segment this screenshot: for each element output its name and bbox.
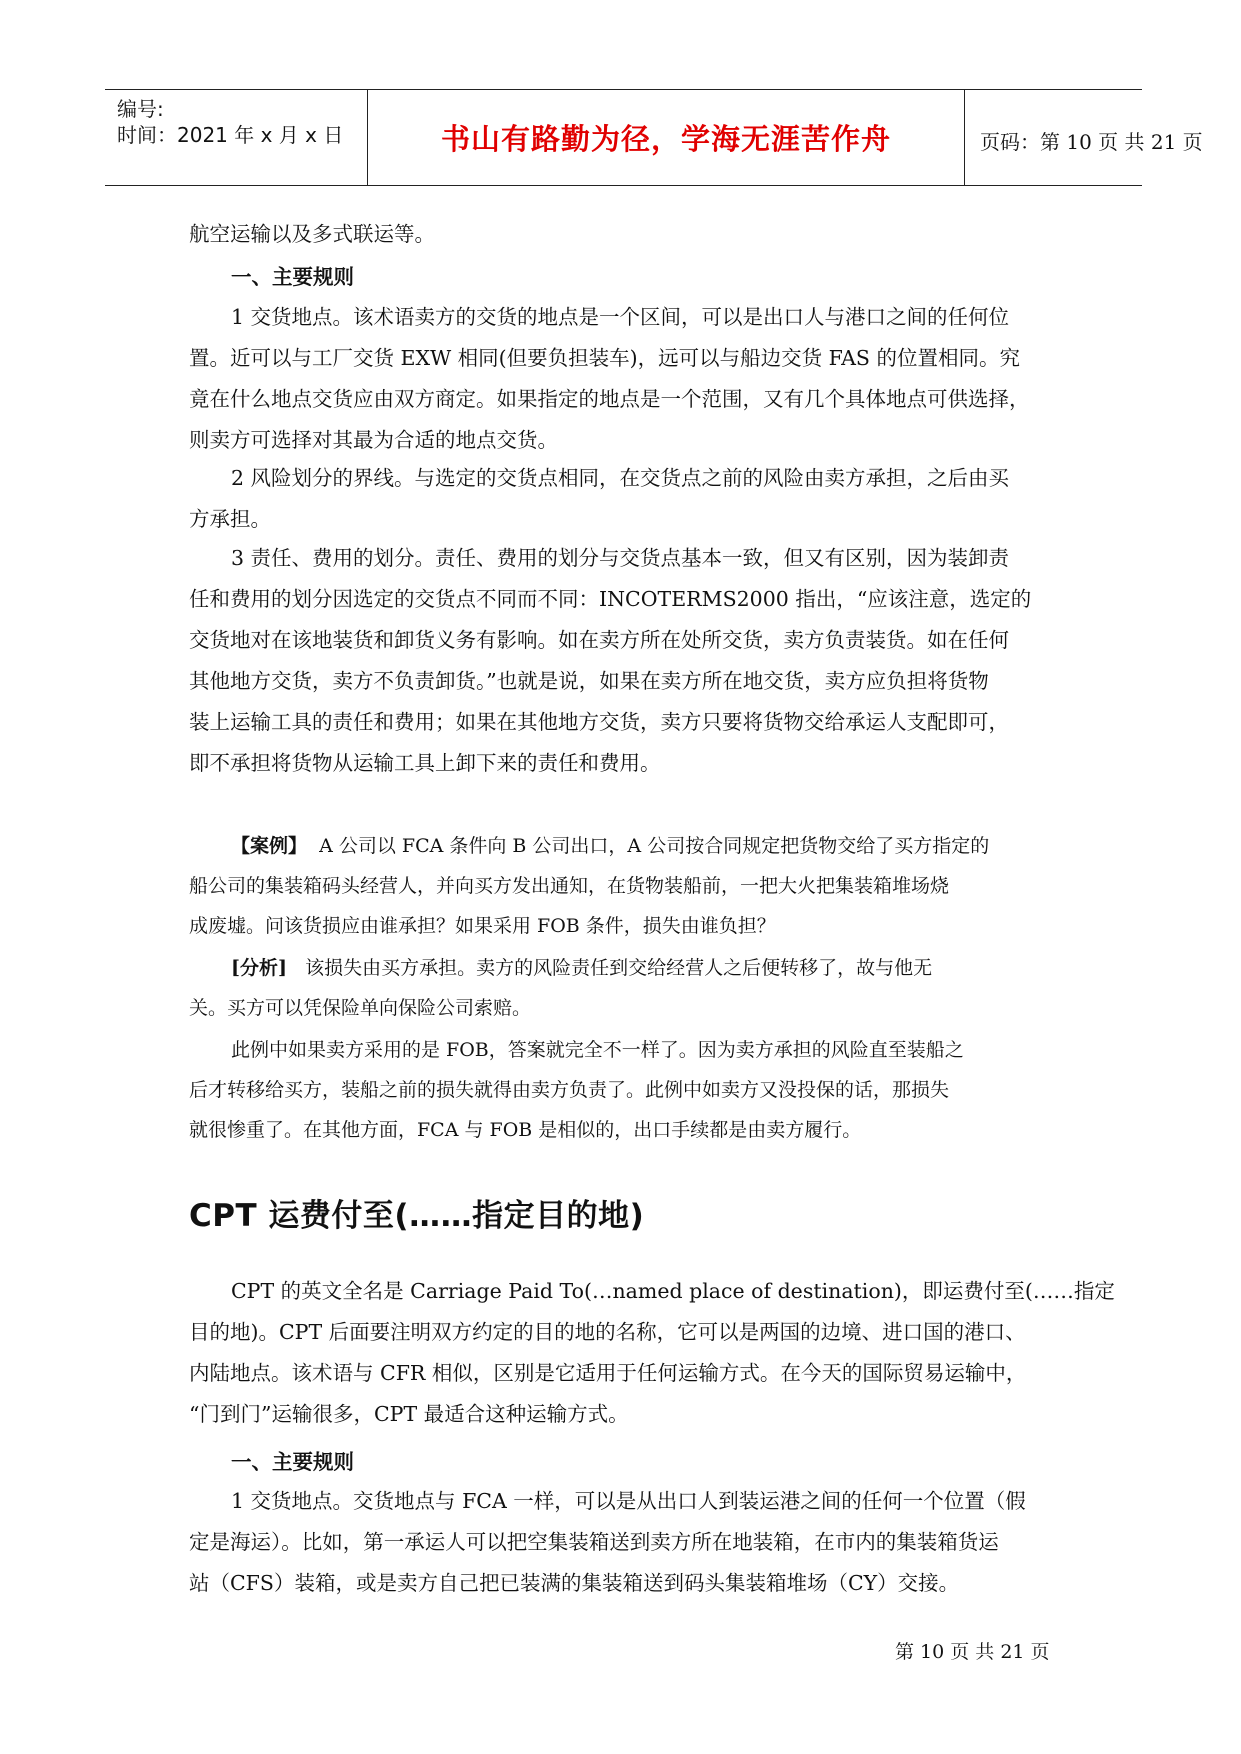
rules-heading: 一、主要规则 <box>231 1450 354 1474</box>
header-motto: 书山有路勤为径，学海无涯苦作舟 <box>440 122 891 156</box>
text-line: 交货地对在该地装货和卸货义务有影响。如在卖方所在处所交货，卖方负责装货。如在任何 <box>189 628 1009 652</box>
text-line: 方承担。 <box>189 507 271 531</box>
section-title: CPT 运费付至(……指定目的地) <box>189 1198 645 1234</box>
header-page-label: 页码：第 10 页 共 21 页 <box>980 130 1203 154</box>
text-line: 关。买方可以凭保险单向保险公司索赔。 <box>189 997 532 1019</box>
analysis-paragraph <box>189 948 1059 1028</box>
rule-3-paragraph <box>189 538 1059 784</box>
text-line: 则卖方可选择对其最为合适的地点交货。 <box>189 428 558 452</box>
header-right-cell <box>966 90 1203 185</box>
text-line <box>189 948 1059 988</box>
rules-heading: 一、主要规则 <box>231 265 354 289</box>
text-line: 装上运输工具的责任和费用；如果在其他地方交货，卖方只要将货物交给承运人支配即可， <box>189 710 1009 734</box>
text-line: 置。近可以与工厂交货 EXW 相同(但要负担装车)，远可以与船边交货 FAS 的位置相同。究 <box>189 346 1020 370</box>
text-line: 此例中如果卖方采用的是 FOB，答案就完全不一样了。因为卖方承担的风险直至装船之 <box>231 1039 964 1061</box>
text-line: “门到门”运输很多，CPT 最适合这种运输方式。 <box>189 1402 629 1426</box>
text-line: 1 交货地点。该术语卖方的交货的地点是一个区间，可以是出口人与港口之间的任何位 <box>231 305 1010 329</box>
page-footer: 第 10 页 共 21 页 <box>895 1641 1050 1663</box>
text-line: 3 责任、费用的划分。责任、费用的划分与交货点基本一致，但又有区别，因为装卸责 <box>231 546 1010 570</box>
text-line: 航空运输以及多式联运等。 <box>189 222 435 246</box>
document-number-label: 编号: <box>117 97 164 121</box>
rule-1-paragraph <box>189 297 1059 461</box>
analysis-text: 该损失由买方承担。卖方的风险责任到交给经营人之后便转移了，故与他无 <box>305 957 933 979</box>
text-line: CPT 的英文全名是 Carriage Paid To(…named place of destination)，即运费付至(……指定 <box>231 1279 1115 1303</box>
text-line: 后才转移给买方，装船之前的损失就得由卖方负责了。此例中如卖方又没投保的话，那损失 <box>189 1079 950 1101</box>
text-line: 成废墟。问该货损应由谁承担？如果采用 FOB 条件，损失由谁负担？ <box>189 915 776 937</box>
analysis-label: [分析] <box>231 957 287 979</box>
case-label: 【案例】 <box>231 835 308 857</box>
header-middle-cell <box>368 90 965 185</box>
text-line: 任和费用的划分因选定的交货点不同而不同：INCOTERMS2000 指出，“应该注意，选定的 <box>189 587 1032 611</box>
text-line: 就很惨重了。在其他方面，FCA 与 FOB 是相似的，出口手续都是由卖方履行。 <box>189 1119 862 1141</box>
text-line <box>189 826 1059 866</box>
cpt-intro-paragraph <box>189 1271 1115 1435</box>
text-line: 1 交货地点。交货地点与 FCA 一样，可以是从出口人到装运港之间的任何一个位置（假 <box>231 1489 1026 1513</box>
text-line: 内陆地点。该术语与 CFR 相似，区别是它适用于任何运输方式。在今天的国际贸易运输中， <box>189 1361 1027 1385</box>
document-header <box>105 89 1203 186</box>
text-line: 定是海运）。比如，第一承运人可以把空集装箱送到卖方所在地装箱，在市内的集装箱货运 <box>189 1530 999 1554</box>
text-line: 2 风险划分的界线。与选定的交货点相同，在交货点之前的风险由卖方承担，之后由买 <box>231 466 1010 490</box>
text-line: 其他地方交货，卖方不负责卸货。”也就是说，如果在卖方所在地交货，卖方应负担将货物 <box>189 669 989 693</box>
text-line: 船公司的集装箱码头经营人，并向买方发出通知，在货物装船前，一把大火把集装箱堆场烧 <box>189 875 950 897</box>
text-line: 目的地)。CPT 后面要注明双方约定的目的地的名称，它可以是两国的边境、进口国的港口、 <box>189 1320 1026 1344</box>
header-left-cell <box>105 90 368 185</box>
case-paragraph <box>189 826 1059 946</box>
document-time-label: 时间：2021 年 x 月 x 日 <box>117 123 344 147</box>
comparison-paragraph <box>189 1030 1059 1150</box>
intro-paragraph <box>189 214 1059 255</box>
text-line: 即不承担将货物从运输工具上卸下来的责任和费用。 <box>189 751 661 775</box>
rule-2-paragraph <box>189 458 1059 540</box>
cpt-rule-1-paragraph <box>189 1481 1059 1604</box>
case-text: A 公司以 FCA 条件向 B 公司出口，A 公司按合同规定把货物交给了买方指定的 <box>319 835 990 857</box>
text-line: 站（CFS）装箱，或是卖方自己把已装满的集装箱送到码头集装箱堆场（CY）交接。 <box>189 1571 960 1595</box>
text-line: 竟在什么地点交货应由双方商定。如果指定的地点是一个范围，又有几个具体地点可供选择， <box>189 387 1030 411</box>
